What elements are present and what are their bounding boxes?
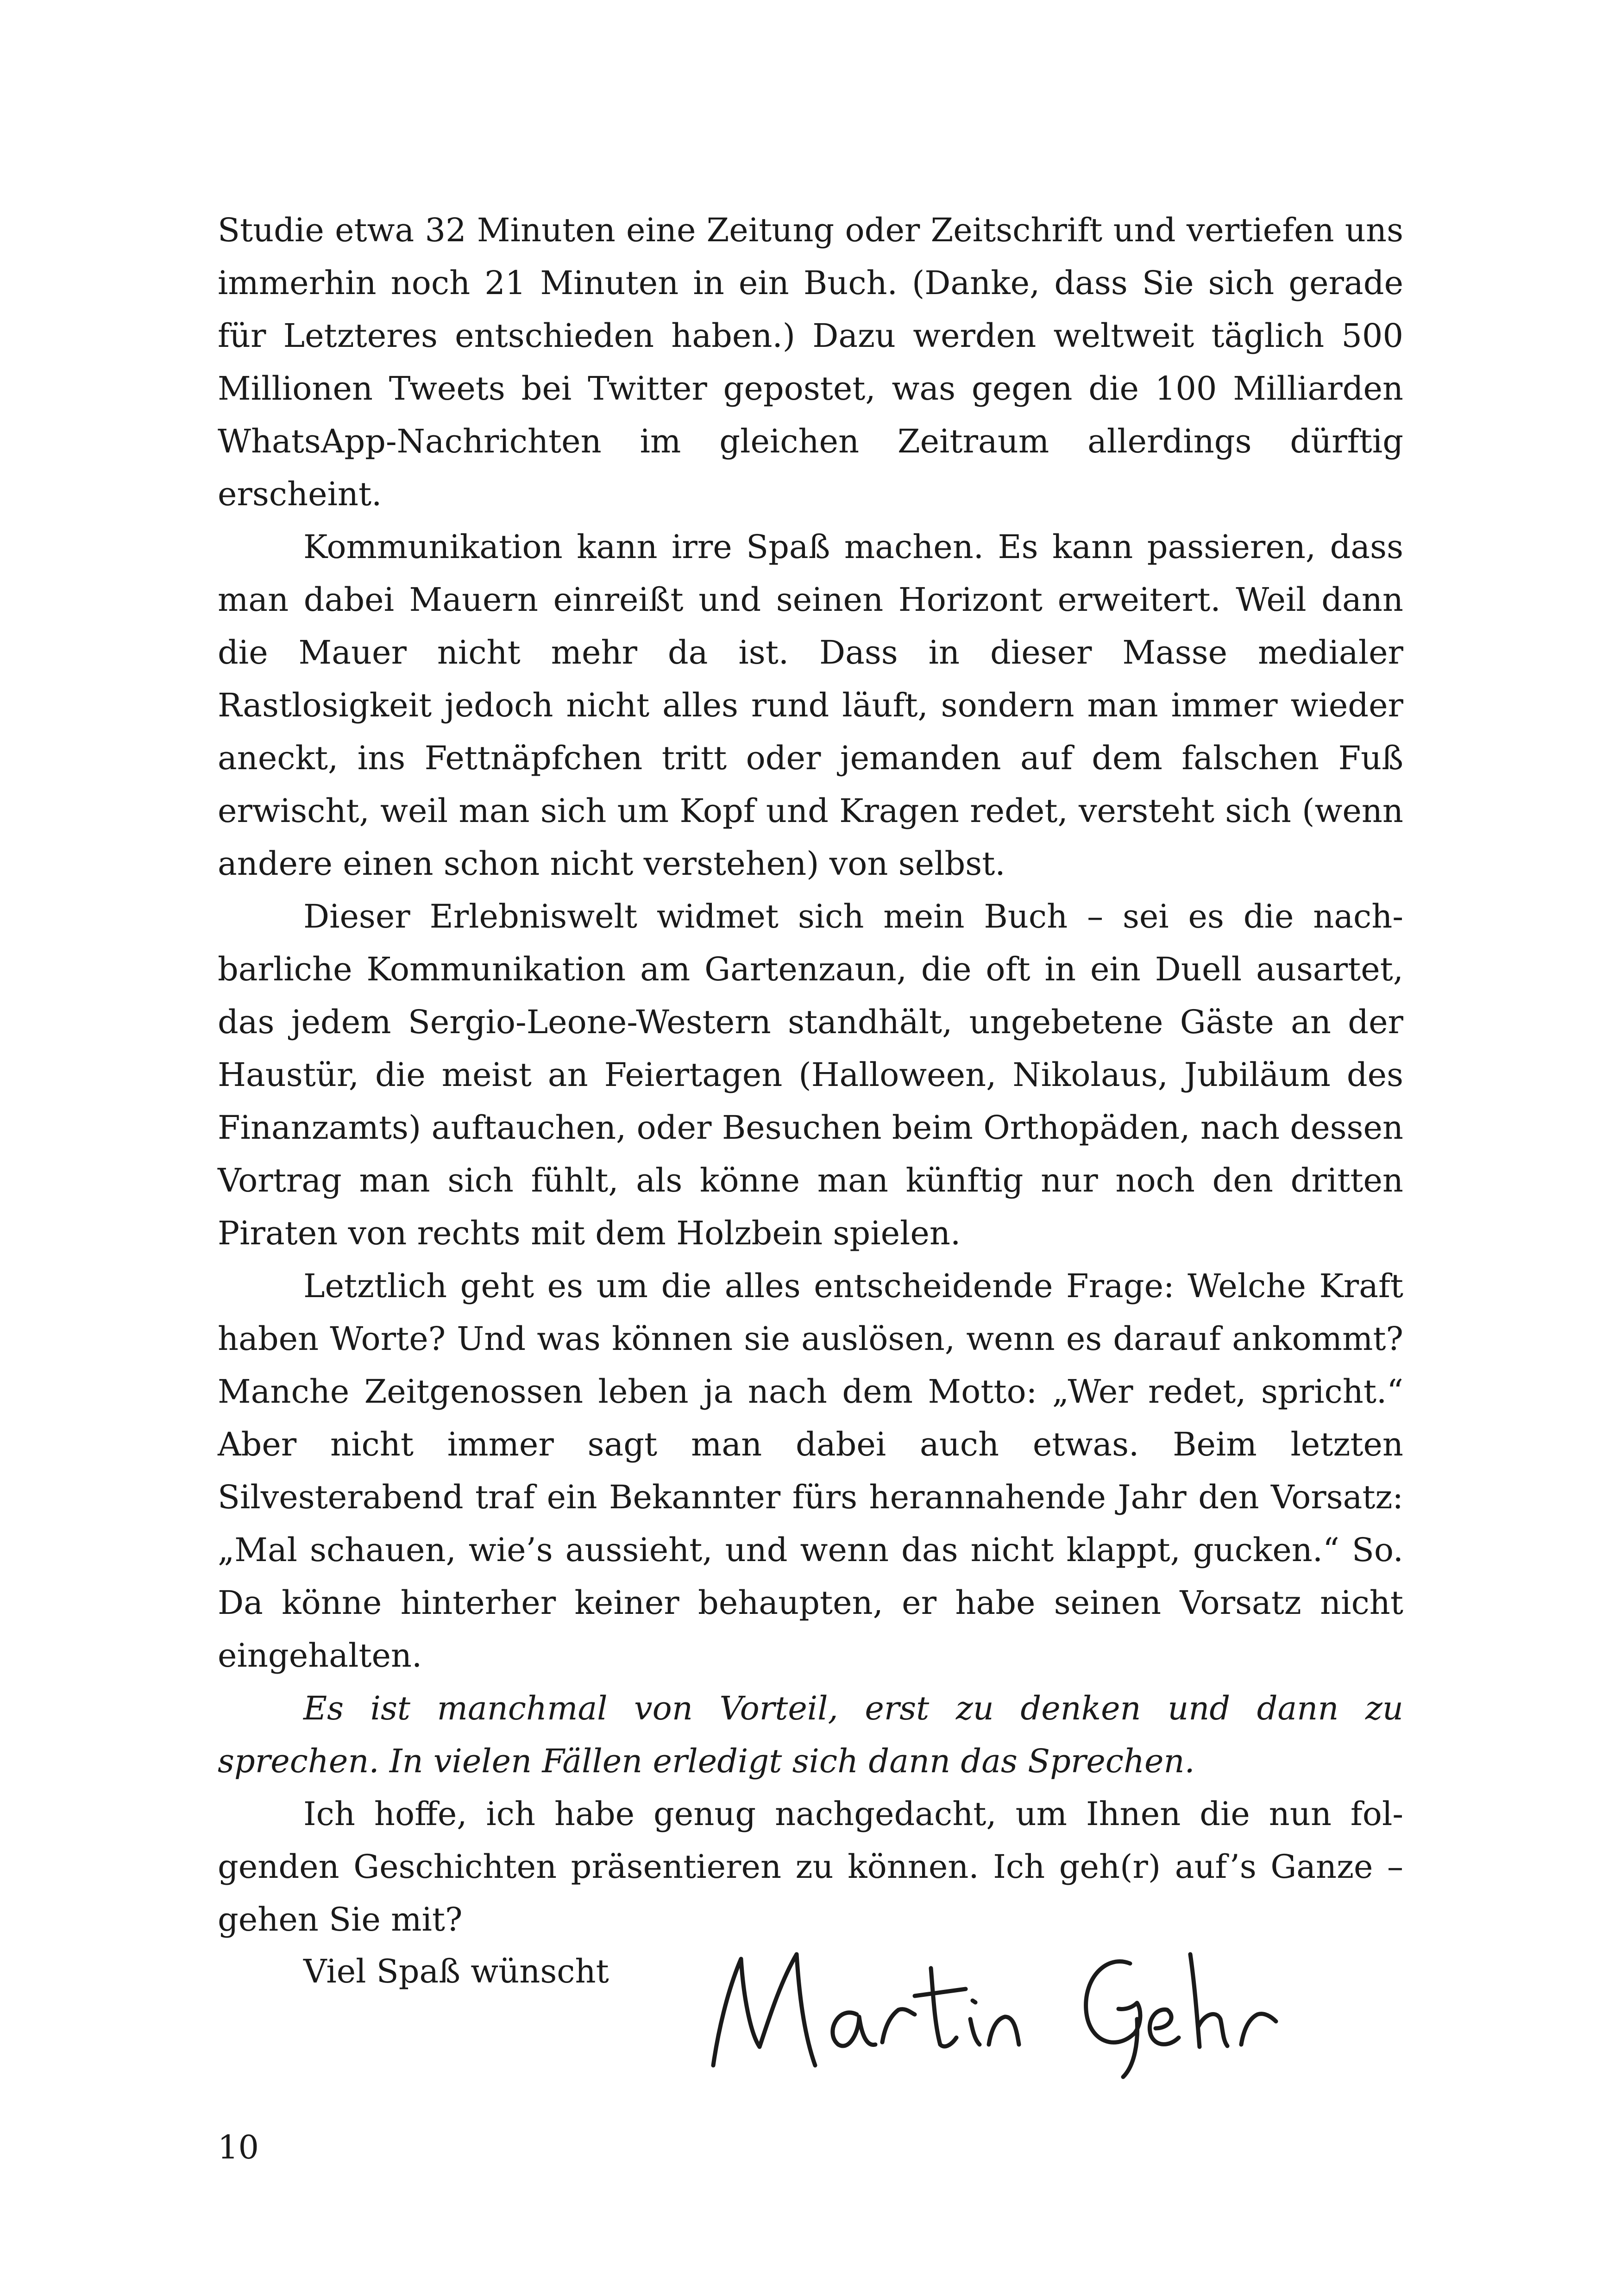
signoff-row	[218, 1945, 1403, 2093]
italic-quote: Es ist manchmal von Vorteil, erst zu denken und dann zu sprechen. In vielen Fällen erledigt sich dann das Sprechen.	[218, 1689, 1403, 1780]
paragraph-3: Dieser Erlebniswelt widmet sich mein Buch – sei es die nachbarliche Kommunikation am Gartenzaun, die oft in ein Duell ausartet, das jedem Sergio-Leone-Western standhält, ungebetene Gäste an der Haustür, die meist an Feiertagen (Halloween, Nikolaus, Jubiläum des Finanzamts) auftauchen, oder Besuchen beim Orthopäden, nach dessen Vortrag man sich fühlt, als könne man künftig nur noch den dritten Piraten von rechts mit dem Holzbein spielen.	[218, 897, 1403, 1252]
paragraph-4: Letztlich geht es um die alles entscheidende Frage: Welche Kraft haben Worte? Und was können sie auslösen, wenn es darauf ankommt? Manche Zeitgenossen leben ja nach dem Motto: „Wer redet, spricht.“ Aber nicht immer sagt man dabei auch etwas. Beim letzten Silvesterabend traf ein Bekannter fürs herannahende Jahr den Vorsatz: „Mal schauen, wie’s aussieht, und wenn das nicht klappt, gucken.“ So. Da könne hinterher keiner behaupten, er habe seinen Vorsatz nicht eingehalten.	[218, 1267, 1403, 1675]
page-number: 10	[218, 2128, 259, 2166]
paragraph-1: Studie etwa 32 Minuten eine Zeitung oder Zeitschrift und vertiefen uns immerhin noch 21 Minuten in ein Buch. (Danke, dass Sie sich gerade für Letzteres entschieden haben.) Dazu werden weltweit täglich 500 Millionen Tweets bei Twitter gepostet, was gegen die 100 Milliarden WhatsApp-Nachrichten im gleichen Zeitraum allerdings dürftig erscheint.	[218, 211, 1403, 513]
handwritten-signature	[699, 1926, 1385, 2084]
paragraph-6: Ich hoffe, ich habe genug nachgedacht, um Ihnen die nun folgenden Geschichten präsentieren zu können. Ich geh(r) auf’s Ganze – gehen Sie mit?	[218, 1795, 1403, 1938]
paragraph-2: Kommunikation kann irre Spaß machen. Es kann passieren, dass man dabei Mauern einreißt und seinen Horizont erweitert. Weil dann die Mauer nicht mehr da ist. Dass in dieser Masse medialer Rastlosigkeit jedoch nicht alles rund läuft, sondern man immer wieder aneckt, ins Fettnäpfchen tritt oder jemanden auf dem falschen Fuß erwischt, weil man sich um Kopf und Kragen redet, versteht sich (wenn andere einen schon nicht verstehen) von selbst.	[218, 528, 1403, 883]
body-text	[218, 204, 1403, 1946]
signoff-text: Viel Spaß wünscht	[303, 1952, 609, 1990]
